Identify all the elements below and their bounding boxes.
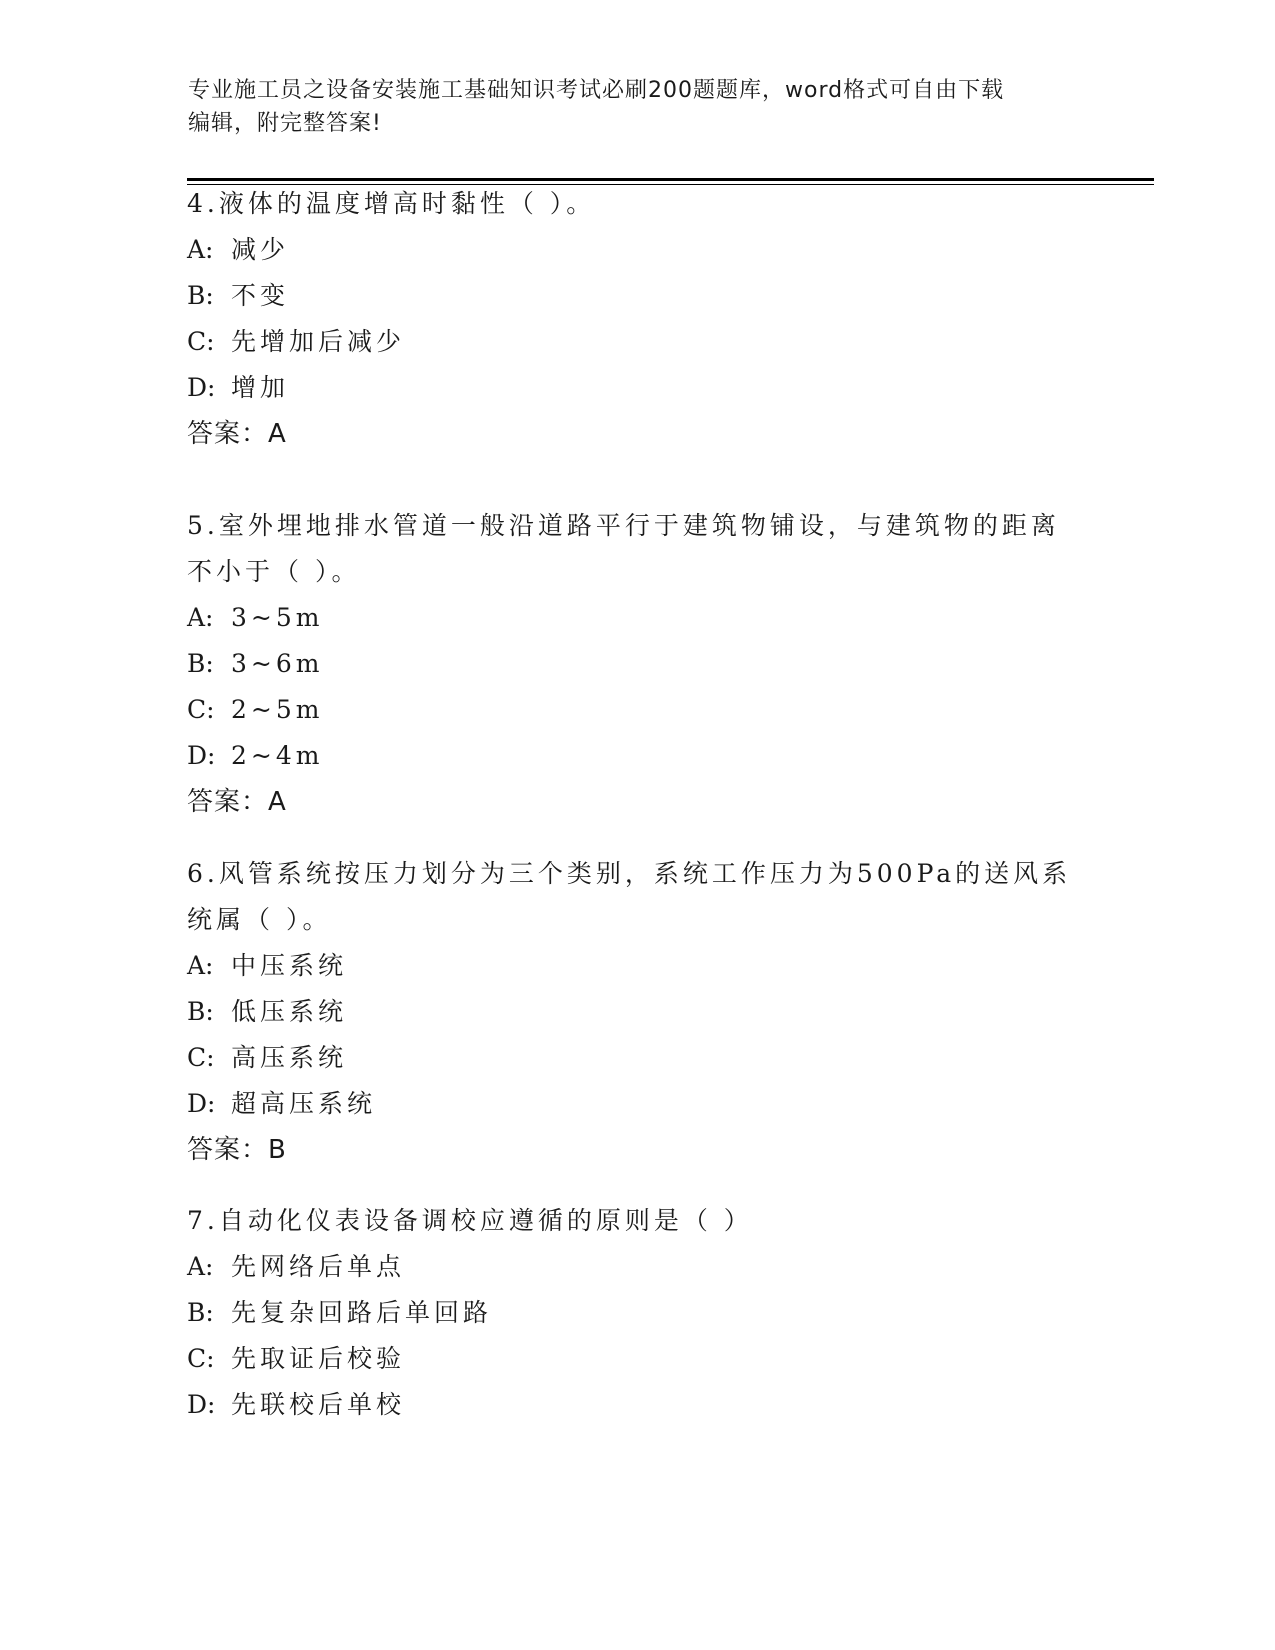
option-text: 2~5m [231, 695, 324, 724]
option-b [187, 273, 1087, 319]
option-d [187, 1081, 1087, 1127]
option-letter: C: [187, 695, 215, 724]
question-text: 5.室外埋地排水管道一般沿道路平行于建筑物铺设，与建筑物的距离 [187, 511, 1060, 540]
answer: 答案：A [187, 419, 287, 449]
question-text: 6.风管系统按压力划分为三个类别，系统工作压力为500Pa的送风系 [187, 859, 1072, 888]
option-letter: B: [187, 649, 214, 678]
option-letter: B: [187, 997, 214, 1026]
answer: 答案：A [187, 787, 287, 817]
option-text: 中压系统 [231, 951, 348, 980]
option-a [187, 1244, 1087, 1290]
question-4 [187, 181, 1087, 457]
header-line-1: 专业施工员之设备安装施工基础知识考试必刷200题题库，word格式可自由下载 [188, 78, 1005, 103]
question-text: 4.液体的温度增高时黏性（ ）。 [187, 189, 596, 218]
header-line-2: 编辑，附完整答案! [188, 111, 382, 136]
option-text: 3~5m [231, 603, 324, 632]
option-text: 先取证后校验 [231, 1344, 406, 1373]
document-header [188, 74, 1088, 140]
question-7 [187, 1198, 1087, 1428]
option-b [187, 989, 1087, 1035]
option-letter: A: [187, 1252, 214, 1281]
option-letter: D: [187, 373, 216, 402]
option-c [187, 319, 1087, 365]
option-text: 2~4m [231, 741, 324, 770]
option-text: 不变 [231, 281, 290, 310]
option-text: 先复杂回路后单回路 [231, 1298, 493, 1327]
option-b [187, 641, 1087, 687]
option-b [187, 1290, 1087, 1336]
option-text: 先联校后单校 [231, 1390, 406, 1419]
option-letter: A: [187, 603, 214, 632]
option-text: 先网络后单点 [231, 1252, 406, 1281]
answer: 答案：B [187, 1135, 287, 1165]
option-a [187, 595, 1087, 641]
question-text-continued: 统属（ ）。 [187, 905, 332, 934]
option-text: 增加 [231, 373, 290, 402]
option-letter: D: [187, 1089, 216, 1118]
option-letter: D: [187, 741, 216, 770]
option-text: 高压系统 [231, 1043, 348, 1072]
option-c [187, 1035, 1087, 1081]
option-text: 3~6m [231, 649, 324, 678]
question-5 [187, 503, 1087, 825]
option-c [187, 1336, 1087, 1382]
option-letter: A: [187, 235, 214, 264]
option-text: 低压系统 [231, 997, 348, 1026]
option-text: 先增加后减少 [231, 327, 406, 356]
option-letter: C: [187, 1344, 215, 1373]
option-text: 减少 [231, 235, 290, 264]
option-d [187, 365, 1087, 411]
option-d [187, 733, 1087, 779]
option-letter: C: [187, 327, 215, 356]
question-6 [187, 851, 1087, 1173]
option-letter: D: [187, 1390, 216, 1419]
option-letter: B: [187, 281, 214, 310]
option-a [187, 943, 1087, 989]
option-text: 超高压系统 [231, 1089, 377, 1118]
option-c [187, 687, 1087, 733]
option-letter: C: [187, 1043, 215, 1072]
question-text-continued: 不小于（ ）。 [187, 557, 361, 586]
question-text: 7.自动化仪表设备调校应遵循的原则是（ ） [187, 1206, 753, 1235]
option-letter: B: [187, 1298, 214, 1327]
option-a [187, 227, 1087, 273]
option-letter: A: [187, 951, 214, 980]
option-d [187, 1382, 1087, 1428]
